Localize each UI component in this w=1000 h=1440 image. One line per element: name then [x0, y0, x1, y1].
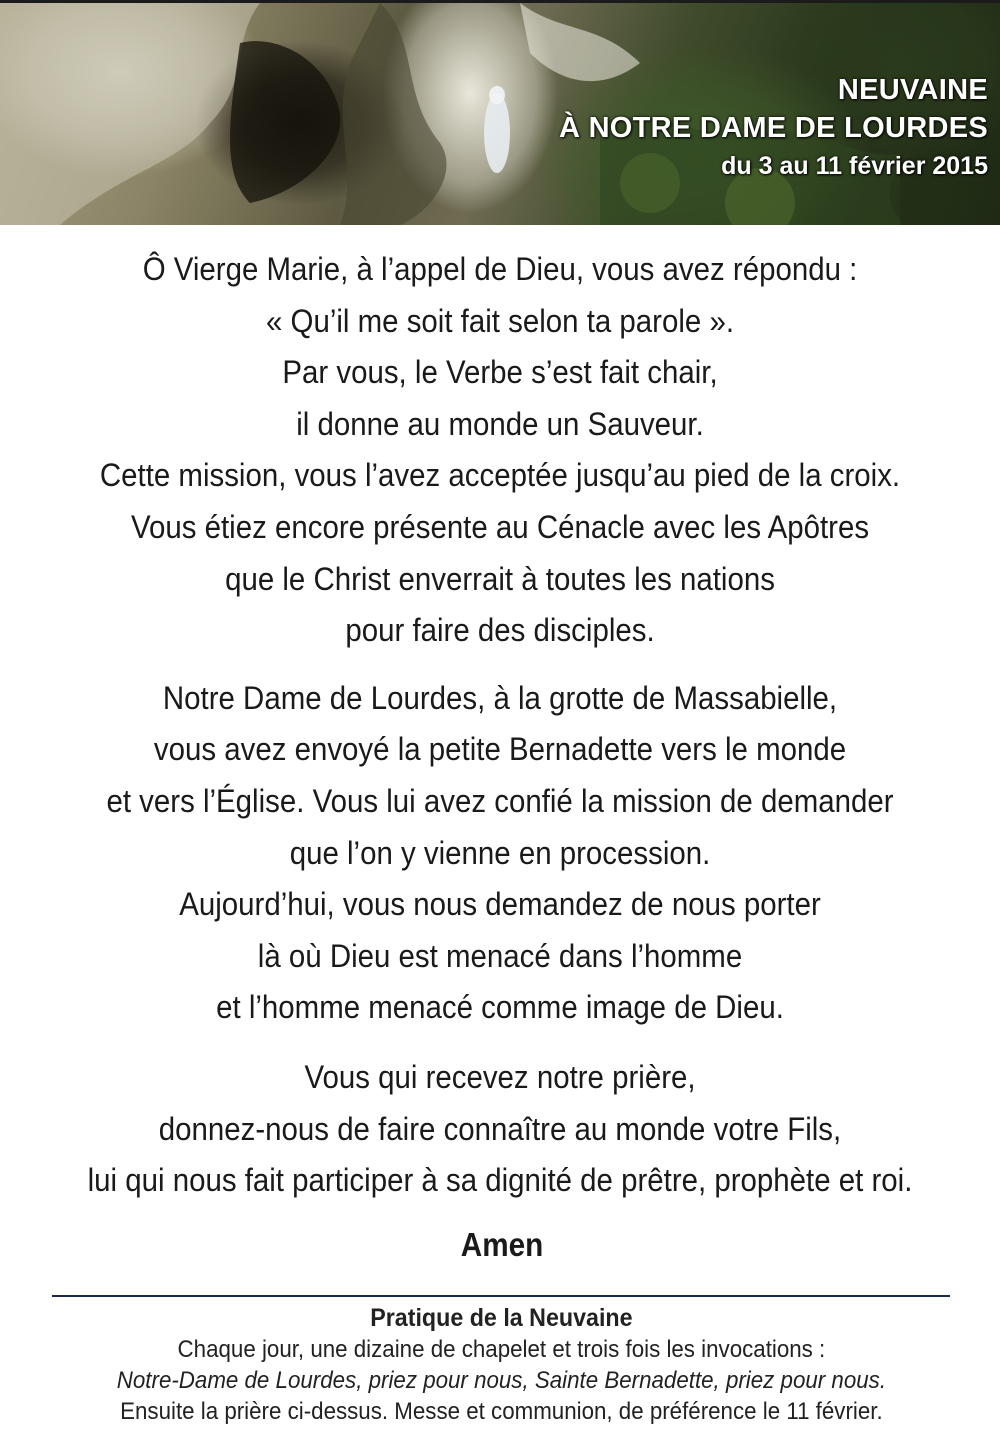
prayer-line: pour faire des disciples.: [345, 612, 655, 649]
prayer-stanza-2: [40, 673, 960, 1034]
practice-title: Pratique de la Neuvaine: [370, 1304, 633, 1332]
prayer-stanza-1: [40, 244, 960, 657]
novena-practice: [36, 1302, 966, 1427]
prayer-line: Par vous, le Verbe s’est fait chair,: [282, 354, 718, 391]
prayer-line: Cette mission, vous l’avez acceptée jusqu’au pied de la croix.: [99, 457, 901, 494]
prayer-text: [40, 244, 960, 1207]
prayer-line: Ô Vierge Marie, à l’appel de Dieu, vous avez répondu :: [142, 251, 858, 287]
prayer-line: vous avez envoyé la petite Bernadette vers le monde: [153, 731, 847, 768]
prayer-line: là où Dieu est menacé dans l’homme: [257, 937, 743, 974]
practice-mass-note: Ensuite la prière ci-dessus. Messe et communion, de préférence le 11 février.: [120, 1398, 883, 1425]
practice-instructions: Chaque jour, une dizaine de chapelet et trois fois les invocations :: [177, 1336, 826, 1363]
prayer-line: Aujourd’hui, vous nous demandez de nous porter: [179, 886, 821, 923]
stanza-spacer: [40, 1034, 960, 1052]
heading-dates: du 3 au 11 février 2015: [721, 152, 988, 180]
heading-novena: NEUVAINE: [837, 74, 988, 106]
heading-our-lady-of-lourdes: À NOTRE DAME DE LOURDES: [558, 112, 988, 144]
prayer-line: lui qui nous fait participer à sa dignité de prêtre, prophète et roi.: [87, 1162, 913, 1199]
prayer-line: Notre Dame de Lourdes, à la grotte de Massabielle,: [162, 679, 838, 716]
practice-invocations: Notre-Dame de Lourdes, priez pour nous, Sainte Bernadette, priez pour nous.: [116, 1367, 887, 1394]
prayer-line: il donne au monde un Sauveur.: [296, 405, 704, 442]
stanza-spacer: [40, 657, 960, 673]
prayer-line: que l’on y vienne en procession.: [289, 834, 711, 871]
grotto-photo-banner: [0, 3, 1000, 225]
novena-heading: [559, 71, 988, 185]
prayer-line: Vous étiez encore présente au Cénacle avec les Apôtres: [130, 508, 870, 545]
prayer-line: donnez-nous de faire connaître au monde votre Fils,: [158, 1110, 842, 1147]
prayer-line: Vous qui recevez notre prière,: [304, 1058, 696, 1095]
prayer-amen: Amen: [460, 1226, 544, 1263]
prayer-line: et vers l’Église. Vous lui avez confié la mission de demander: [106, 782, 894, 819]
prayer-line: et l’homme menacé comme image de Dieu.: [216, 989, 784, 1026]
section-divider: [52, 1295, 950, 1297]
prayer-stanza-3: [40, 1052, 960, 1207]
prayer-line: « Qu’il me soit fait selon ta parole ».: [265, 302, 734, 339]
prayer-line: que le Christ enverrait à toutes les nations: [225, 560, 775, 597]
